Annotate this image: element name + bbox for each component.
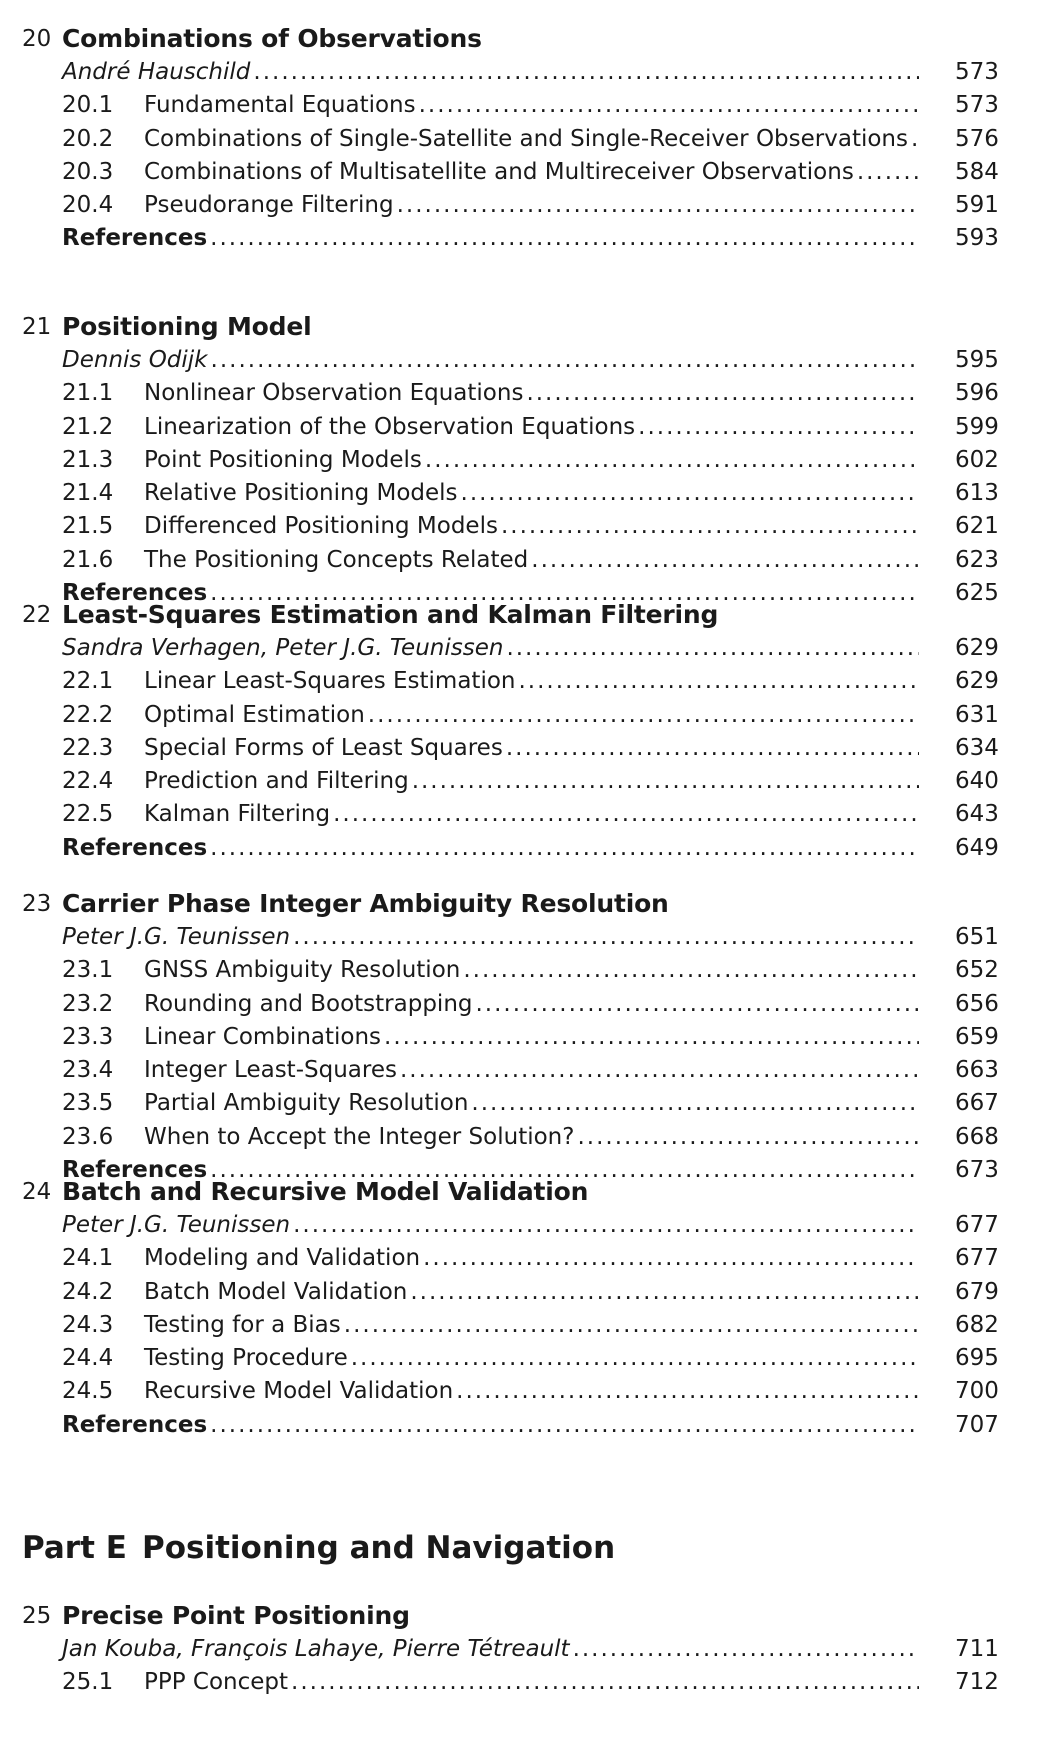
entry-body [62, 924, 919, 950]
dot-leader [498, 513, 919, 539]
toc-section-entry[interactable] [0, 1242, 1064, 1275]
chapter-block [0, 22, 1064, 256]
toc-section-entry[interactable] [0, 665, 1064, 698]
entry-body [144, 480, 919, 506]
chapter-authors: Sandra Verhagen, Peter J.G. Teunissen [62, 635, 504, 661]
page-number: 602 [955, 446, 999, 473]
page-number: 679 [955, 1278, 999, 1305]
dot-leader [468, 1090, 919, 1116]
page-number: 695 [955, 1345, 999, 1372]
section-number: 21.2 [62, 413, 114, 440]
section-number: 20.4 [62, 192, 114, 219]
page-number: 643 [955, 801, 999, 828]
section-title: Integer Least-Squares [144, 1057, 397, 1084]
section-title: Kalman Filtering [144, 801, 331, 828]
dot-leader [394, 192, 919, 218]
entry-body [144, 801, 919, 827]
page-number: 584 [955, 158, 999, 185]
section-title: Point Positioning Models [144, 446, 422, 473]
page-number: 595 [955, 347, 999, 373]
page-number: 712 [955, 1669, 999, 1696]
section-title: Linearization of the Observation Equations [144, 413, 636, 440]
section-number: 24.2 [62, 1278, 114, 1305]
chapter-authors: Jan Kouba, François Lahaye, Pierre Tétreault [62, 1636, 570, 1662]
chapter-number: 24 [22, 1179, 52, 1205]
page-number: 640 [955, 768, 999, 795]
entry-body [144, 547, 919, 573]
toc-section-entry[interactable] [0, 988, 1064, 1021]
toc-section-entry[interactable] [0, 1021, 1064, 1054]
dot-leader [516, 668, 920, 694]
section-title: Partial Ambiguity Resolution [144, 1090, 469, 1117]
toc-author-entry[interactable] [0, 632, 1064, 665]
chapter-number: 25 [22, 1603, 52, 1629]
references-label: References [62, 225, 208, 252]
dot-leader [290, 1212, 919, 1238]
dot-leader [207, 225, 919, 251]
section-number: 20.2 [62, 125, 114, 152]
page-number: 573 [955, 92, 999, 119]
section-title: The Positioning Concepts Related [144, 546, 529, 573]
dot-leader [207, 835, 919, 861]
references-label: References [62, 1157, 208, 1184]
chapter-block [0, 1175, 1064, 1442]
entry-body [62, 225, 919, 251]
dot-leader [570, 1636, 919, 1662]
section-title: Linear Combinations [144, 1023, 382, 1050]
toc-author-entry[interactable] [0, 921, 1064, 954]
section-title: Fundamental Equations [144, 92, 416, 119]
page-number: 700 [955, 1378, 999, 1405]
entry-body [62, 635, 919, 661]
entry-body [144, 192, 919, 218]
toc-section-entry[interactable] [0, 954, 1064, 987]
entry-body [62, 1212, 919, 1238]
section-title: Prediction and Filtering [144, 768, 409, 795]
entry-body [144, 1057, 919, 1083]
dot-leader [341, 1312, 919, 1338]
dot-leader [503, 635, 919, 661]
entry-body [144, 1124, 919, 1150]
entry-body [144, 668, 919, 694]
toc-references-entry[interactable] [0, 222, 1064, 255]
page-number: 596 [955, 380, 999, 407]
entry-body [144, 513, 919, 539]
section-title: Combinations of Single-Satellite and Single-Receiver Observations [144, 125, 908, 152]
dot-leader [458, 480, 919, 506]
page-number: 623 [955, 546, 999, 573]
toc-references-entry[interactable] [0, 1409, 1064, 1442]
chapter-block [0, 1599, 1064, 1700]
section-number: 21.6 [62, 546, 114, 573]
section-title: Combinations of Multisatellite and Multireceiver Observations [144, 158, 854, 185]
dot-leader [420, 1245, 919, 1271]
entry-body [144, 702, 919, 728]
page-number: 656 [955, 990, 999, 1017]
section-title: Modeling and Validation [144, 1245, 421, 1272]
chapter-title: Positioning Model [62, 312, 312, 341]
page-number: 707 [955, 1411, 999, 1438]
section-title: Linear Least-Squares Estimation [144, 668, 516, 695]
section-title: When to Accept the Integer Solution? [144, 1123, 575, 1150]
page-number: 591 [955, 192, 999, 219]
entry-body [144, 1024, 919, 1050]
toc-section-entry[interactable] [0, 1054, 1064, 1087]
part-heading [22, 1530, 615, 1566]
page-number: 599 [955, 413, 999, 440]
dot-leader [348, 1345, 919, 1371]
chapter-block [0, 598, 1064, 865]
chapter-heading[interactable] [0, 1175, 1064, 1209]
entry-body [144, 735, 919, 761]
dot-leader [407, 1279, 919, 1305]
page-number: 649 [955, 834, 999, 861]
entry-body [144, 991, 919, 1017]
entry-body [62, 835, 919, 861]
page-number: 576 [955, 125, 999, 152]
section-title: Pseudorange Filtering [144, 192, 394, 219]
page-number: 659 [955, 1023, 999, 1050]
toc-section-entry[interactable] [0, 377, 1064, 410]
section-number: 21.5 [62, 513, 114, 540]
chapter-heading[interactable] [0, 887, 1064, 921]
toc-section-entry[interactable] [0, 411, 1064, 444]
chapter-title: Carrier Phase Integer Ambiguity Resolution [62, 889, 669, 918]
section-number: 24.4 [62, 1345, 114, 1372]
dot-leader [460, 957, 919, 983]
page-number: 651 [955, 924, 999, 950]
toc-section-entry[interactable] [0, 699, 1064, 732]
chapter-block [0, 887, 1064, 1187]
section-number: 23.6 [62, 1123, 114, 1150]
chapter-authors: André Hauschild [62, 59, 251, 85]
section-number: 24.5 [62, 1378, 114, 1405]
dot-leader [381, 1024, 919, 1050]
entry-body [144, 1090, 919, 1116]
dot-leader [416, 92, 919, 118]
toc-section-entry[interactable] [0, 544, 1064, 577]
toc-section-entry[interactable] [0, 1666, 1064, 1699]
toc-section-entry[interactable] [0, 1121, 1064, 1154]
chapter-title: Batch and Recursive Model Validation [62, 1177, 589, 1206]
page-number: 634 [955, 734, 999, 761]
dot-leader [290, 924, 919, 950]
entry-body [144, 92, 919, 118]
section-number: 24.1 [62, 1245, 114, 1272]
part-label: Part E [22, 1530, 127, 1566]
dot-leader [208, 347, 919, 373]
dot-leader [288, 1669, 919, 1695]
page-number: 629 [955, 668, 999, 695]
chapter-heading[interactable] [0, 22, 1064, 56]
dot-leader [397, 1057, 919, 1083]
dot-leader [409, 768, 919, 794]
references-label: References [62, 580, 208, 607]
references-label: References [62, 1411, 208, 1438]
toc-section-entry[interactable] [0, 798, 1064, 831]
entry-body [144, 1669, 919, 1695]
chapter-title: Least-Squares Estimation and Kalman Filtering [62, 600, 719, 629]
page-number: 667 [955, 1090, 999, 1117]
section-number: 23.5 [62, 1090, 114, 1117]
chapter-number: 20 [22, 26, 52, 52]
toc-author-entry[interactable] [0, 1633, 1064, 1666]
entry-body [144, 414, 919, 440]
dot-leader [473, 991, 920, 1017]
chapter-heading[interactable] [0, 310, 1064, 344]
page-number: 673 [955, 1157, 999, 1184]
toc-section-entry[interactable] [0, 123, 1064, 156]
section-number: 23.4 [62, 1057, 114, 1084]
section-number: 23.3 [62, 1023, 114, 1050]
toc-section-entry[interactable] [0, 1342, 1064, 1375]
section-title: Testing Procedure [144, 1345, 348, 1372]
dot-leader [574, 1124, 919, 1150]
entry-body [144, 1378, 919, 1404]
entry-body [144, 1345, 919, 1371]
chapter-number: 21 [22, 314, 52, 340]
toc-section-entry[interactable] [0, 510, 1064, 543]
entry-body [144, 1312, 919, 1338]
section-title: Optimal Estimation [144, 701, 365, 728]
chapter-heading[interactable] [0, 598, 1064, 632]
section-title: Relative Positioning Models [144, 480, 458, 507]
entry-body [144, 380, 919, 406]
toc-section-entry[interactable] [0, 189, 1064, 222]
entry-body [144, 768, 919, 794]
entry-body [144, 159, 919, 185]
section-number: 20.1 [62, 92, 114, 119]
entry-body [144, 447, 919, 473]
entry-body [62, 1412, 919, 1438]
section-number: 22.1 [62, 668, 114, 695]
page-number: 677 [955, 1245, 999, 1272]
toc-section-entry[interactable] [0, 1276, 1064, 1309]
entry-body [144, 1279, 919, 1305]
section-title: GNSS Ambiguity Resolution [144, 957, 461, 984]
dot-leader [635, 414, 919, 440]
chapter-authors: Dennis Odijk [62, 347, 208, 373]
page-number: 677 [955, 1212, 999, 1238]
section-title: Nonlinear Observation Equations [144, 380, 524, 407]
page-number: 625 [955, 580, 999, 607]
toc-section-entry[interactable] [0, 477, 1064, 510]
section-number: 22.2 [62, 701, 114, 728]
page-number: 621 [955, 513, 999, 540]
toc-section-entry[interactable] [0, 156, 1064, 189]
chapter-authors: Peter J.G. Teunissen [62, 924, 291, 950]
dot-leader [330, 801, 919, 827]
dot-leader [908, 126, 919, 152]
dot-leader [528, 547, 919, 573]
section-title: Recursive Model Validation [144, 1378, 454, 1405]
chapter-number: 23 [22, 891, 52, 917]
page-number: 613 [955, 480, 999, 507]
part-title: Positioning and Navigation [142, 1530, 616, 1566]
dot-leader [453, 1378, 919, 1404]
page-number: 668 [955, 1123, 999, 1150]
dot-leader [503, 735, 919, 761]
chapter-heading[interactable] [0, 1599, 1064, 1633]
dot-leader [207, 1412, 919, 1438]
section-number: 23.2 [62, 990, 114, 1017]
section-number: 25.1 [62, 1669, 114, 1696]
dot-leader [854, 159, 919, 185]
section-title: Differenced Positioning Models [144, 513, 498, 540]
toc-section-entry[interactable] [0, 89, 1064, 122]
entry-body [62, 347, 919, 373]
page-number: 631 [955, 701, 999, 728]
section-number: 21.1 [62, 380, 114, 407]
toc-references-entry[interactable] [0, 832, 1064, 865]
dot-leader [250, 59, 919, 85]
dot-leader [422, 447, 919, 473]
section-number: 22.3 [62, 734, 114, 761]
section-number: 20.3 [62, 158, 114, 185]
entry-body [144, 957, 919, 983]
toc-section-entry[interactable] [0, 1309, 1064, 1342]
page-number: 652 [955, 957, 999, 984]
section-title: Testing for a Bias [144, 1311, 341, 1338]
page-number: 573 [955, 59, 999, 85]
dot-leader [365, 702, 919, 728]
page-number: 711 [955, 1636, 999, 1662]
section-number: 24.3 [62, 1311, 114, 1338]
chapter-authors: Peter J.G. Teunissen [62, 1212, 291, 1238]
section-title: PPP Concept [144, 1669, 289, 1696]
section-number: 22.5 [62, 801, 114, 828]
section-number: 21.3 [62, 446, 114, 473]
entry-body [62, 1636, 919, 1662]
chapter-title: Combinations of Observations [62, 24, 482, 53]
section-title: Special Forms of Least Squares [144, 734, 503, 761]
entry-body [144, 1245, 919, 1271]
entry-body [144, 126, 919, 152]
page-number: 629 [955, 635, 999, 661]
toc-section-entry[interactable] [0, 765, 1064, 798]
section-title: Batch Model Validation [144, 1278, 408, 1305]
toc-author-entry[interactable] [0, 344, 1064, 377]
entry-body [62, 59, 919, 85]
references-label: References [62, 834, 208, 861]
toc-section-entry[interactable] [0, 444, 1064, 477]
section-title: Rounding and Bootstrapping [144, 990, 473, 1017]
toc-author-entry[interactable] [0, 1209, 1064, 1242]
toc-author-entry[interactable] [0, 56, 1064, 89]
toc-section-entry[interactable] [0, 732, 1064, 765]
toc-section-entry[interactable] [0, 1087, 1064, 1120]
section-number: 23.1 [62, 957, 114, 984]
page-number: 682 [955, 1311, 999, 1338]
chapter-title: Precise Point Positioning [62, 1601, 410, 1630]
dot-leader [523, 380, 919, 406]
toc-section-entry[interactable] [0, 1375, 1064, 1408]
page-number: 663 [955, 1057, 999, 1084]
chapter-number: 22 [22, 602, 52, 628]
chapter-block [0, 310, 1064, 610]
section-number: 21.4 [62, 480, 114, 507]
section-number: 22.4 [62, 768, 114, 795]
page-number: 593 [955, 225, 999, 252]
